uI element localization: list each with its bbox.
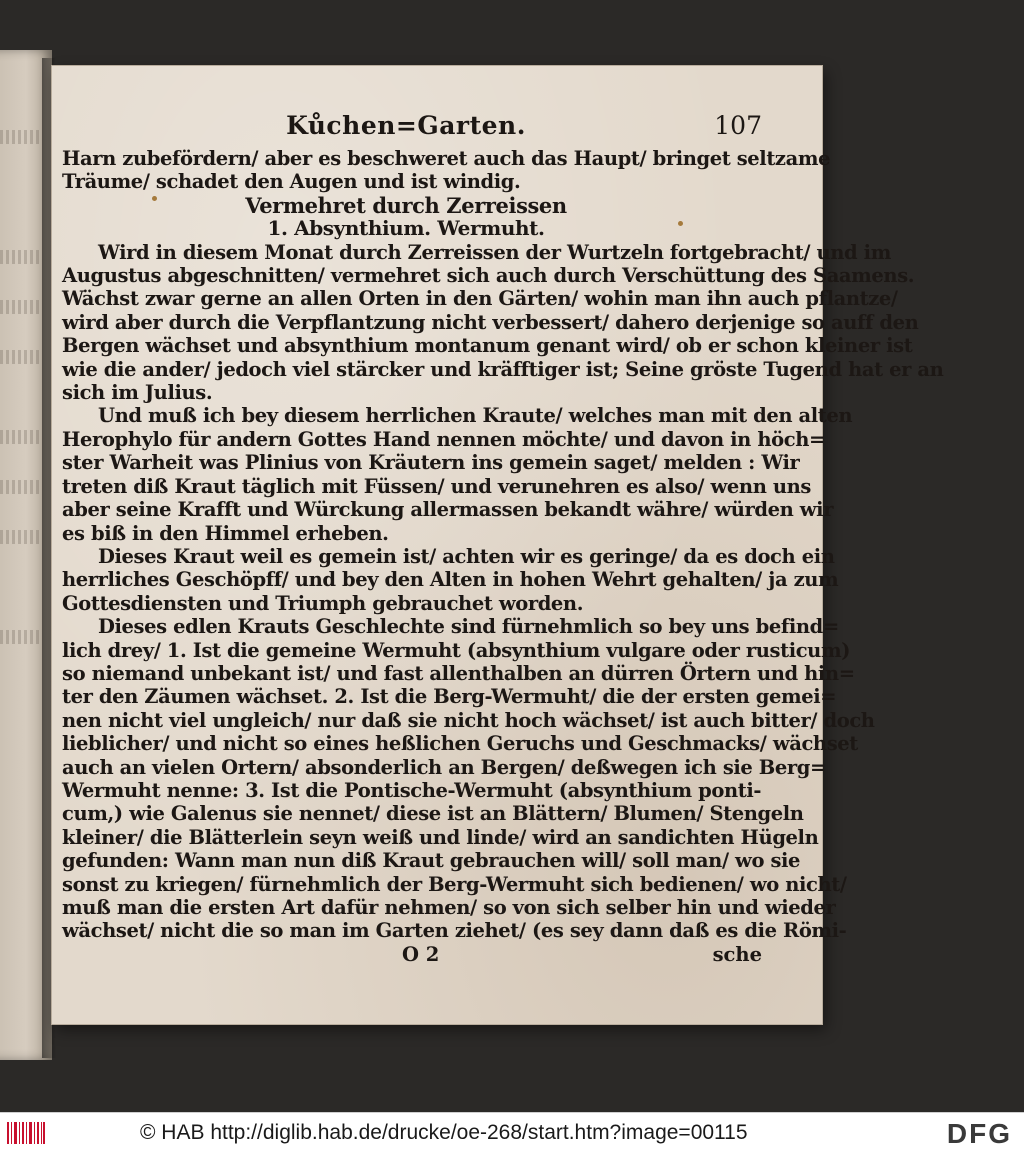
page-text-block xyxy=(62,111,944,969)
text-line: Wird in diesem Monat durch Zerreissen der Wurtzeln fortgebracht/ und im xyxy=(98,240,891,264)
text-line: aber seine Krafft und Würckung allermassen bekandt währe/ würden wir xyxy=(62,498,834,522)
text-line: gefunden: Wann man nun diß Kraut gebrauchen will/ soll man/ wo sie xyxy=(62,849,801,873)
text-line: sich im Julius. xyxy=(62,381,213,405)
footer-bar xyxy=(0,1112,1024,1153)
page-number: 107 xyxy=(714,111,762,140)
text-line: Dieses Kraut weil es gemein ist/ achten wir es geringe/ da es doch ein xyxy=(98,544,835,568)
running-head xyxy=(62,111,762,147)
text-line: Bergen wächset und absynthium montanum genant wird/ ob er schon kleiner ist xyxy=(62,334,913,358)
paragraph-3 xyxy=(62,544,839,615)
text-line: sonst zu kriegen/ fürnehmlich der Berg-Wermuht sich bedienen/ wo nicht/ xyxy=(62,872,847,896)
paragraph-4 xyxy=(62,615,875,943)
book-page xyxy=(52,66,944,1024)
text-line: ster Warheit was Plinius von Kräutern ins gemein saget/ melden : Wir xyxy=(62,451,800,475)
text-line: Augustus abgeschnitten/ vermehret sich auch durch Verschüttung des Saamens. xyxy=(62,264,915,288)
paragraph-1 xyxy=(62,240,944,405)
text-line: treten diß Kraut täglich mit Füssen/ und verunehren es also/ wenn uns xyxy=(62,474,812,498)
text-line: herrliches Geschöpff/ und bey den Alten in hohen Wehrt gehalten/ ja zum xyxy=(62,568,839,592)
hab-barcode-icon xyxy=(6,1121,46,1145)
running-head-title: Kůchen=Garten. xyxy=(286,111,526,140)
text-line: Wächst zwar gerne an allen Orten in den Gärten/ wohin man ihn auch pflantze/ xyxy=(62,287,898,311)
text-line: wird aber durch die Verpflantzung nicht verbessert/ dahero derjenige so auff den xyxy=(62,310,919,334)
catchword: sche xyxy=(712,942,762,966)
page-foot xyxy=(62,942,762,969)
text-line: Wermuht nenne: 3. Ist die Pontische-Wermuht (absynthium ponti- xyxy=(62,778,762,802)
text-line: Dieses edlen Krauts Geschlechte sind fürnehmlich so bey uns befind= xyxy=(98,615,839,639)
text-line: ter den Zäumen wächset. 2. Ist die Berg-Wermuht/ die der ersten gemei= xyxy=(62,685,837,709)
text-line: lich drey/ 1. Ist die gemeine Wermuht (absynthium vulgare oder rusticum) xyxy=(62,638,851,662)
paragraph-2 xyxy=(62,404,853,545)
text-line: muß man die ersten Art dafür nehmen/ so von sich selber hin und wieder xyxy=(62,896,836,919)
text-line: lieblicher/ und nicht so eines heßlichen Geruchs und Geschmacks/ wächset xyxy=(62,732,858,756)
text-line: Träume/ schadet den Augen und ist windig. xyxy=(62,170,521,194)
text-line: Gottesdiensten und Triumph gebrauchet worden. xyxy=(62,591,584,615)
text-line: auch an vielen Ortern/ absonderlich an Bergen/ deßwegen ich sie Berg= xyxy=(62,755,826,779)
text-line: so niemand unbekant ist/ und fast allenthalben an dürren Örtern und hin= xyxy=(62,661,855,685)
text-line: Und muß ich bey diesem herrlichen Kraute/ welches man mit den alten xyxy=(98,404,853,428)
text-line: kleiner/ die Blätterlein seyn weiß und linde/ wird an sandichten Hügeln xyxy=(62,825,819,849)
text-line: cum,) wie Galenus sie nennet/ diese ist an Blättern/ Blumen/ Stengeln xyxy=(62,802,804,826)
text-line: es biß in den Himmel erheben. xyxy=(62,521,389,545)
text-line: Herophylo für andern Gottes Hand nennen möchte/ und davon in höch= xyxy=(62,427,825,451)
dfg-logo: DFG xyxy=(946,1118,1012,1149)
text-line: wie die ander/ jedoch viel stärcker und kräfftiger ist; Seine gröste Tugend hat er an xyxy=(62,357,944,381)
section-heading: Vermehret durch Zerreissen xyxy=(245,192,567,218)
text-line: nen nicht viel ungleich/ nur daß sie nicht hoch wächset/ ist auch bitter/ doch xyxy=(62,708,875,732)
text-line: Harn zubefördern/ aber es beschweret auch das Haupt/ bringet seltzame xyxy=(62,147,831,170)
source-url-link[interactable]: © HAB http://diglib.hab.de/drucke/oe-268/start.htm?image=00115 xyxy=(140,1121,748,1144)
item-heading: 1. Absynthium. Wermuht. xyxy=(267,216,545,241)
signature-mark: O 2 xyxy=(402,942,440,966)
text-line: wächset/ nicht die so man im Garten ziehet/ (es sey dann daß es die Römi- xyxy=(62,919,847,943)
